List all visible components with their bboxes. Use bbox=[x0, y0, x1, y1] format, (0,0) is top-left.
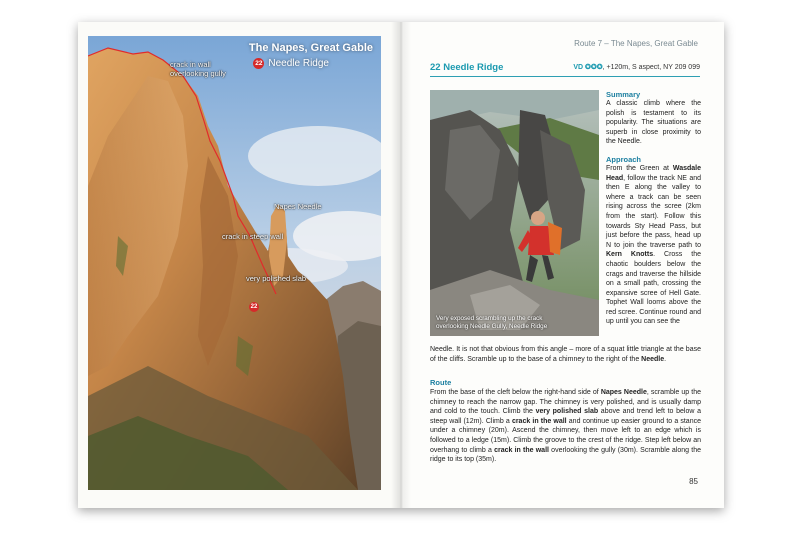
route-b3: crack in the wall bbox=[511, 417, 567, 425]
summary-text: A classic climb where the polish is testament to its popularity. The situations are superb in close proximity to the Needle. bbox=[606, 100, 701, 146]
route-legend bbox=[253, 58, 329, 69]
route-b2: very polished slab bbox=[535, 408, 599, 416]
star-icons: ✪✪✪ bbox=[585, 64, 603, 71]
route-start-badge: 22 bbox=[250, 304, 258, 310]
route-t4: and continue up easier ground to a stance under a chimney (20m). Ascend the chimney, then move left to an edge which is followed to a ledge (15m). Climb the groove to the crest of the ridge. Step left below an overhang to climb a bbox=[430, 417, 701, 454]
route-b4: crack in the wall bbox=[494, 446, 549, 454]
approach-continued bbox=[430, 345, 701, 364]
label-polished-slab: very polished slab bbox=[246, 274, 307, 283]
approach-cont-t2: . bbox=[664, 355, 667, 363]
label-crack-steep-wall: crack in steep wall bbox=[222, 232, 284, 241]
grade: VD bbox=[573, 64, 584, 71]
scramble-illustration bbox=[430, 90, 599, 336]
route-b1: Napes Needle bbox=[600, 389, 647, 396]
crag-illustration bbox=[88, 36, 381, 490]
route-title: 22 Needle Ridge bbox=[430, 62, 504, 73]
approach-b2: Kern Knotts bbox=[606, 251, 654, 259]
approach-t3: . Cross the chaotic boulders below the crags and traverse the hillside on a small path, crossing the expansive scree of Hell Gate. Tophet Wall looms above the red scree. Continue round and up until you can see the bbox=[606, 251, 701, 326]
page-number: 85 bbox=[689, 477, 698, 486]
right-page bbox=[401, 22, 724, 508]
caption-line-1: Very exposed scrambling up the crack bbox=[436, 315, 543, 322]
approach-cont-t1: Needle. It is not that obvious from this angle – more of a squat little triangle at the base of the cliffs. Scramble up to the base of a chimney to the right of the bbox=[430, 346, 701, 363]
route-legend-name: Needle Ridge bbox=[268, 58, 329, 69]
approach-heading: Approach bbox=[606, 154, 642, 164]
approach-cont-b1: Needle bbox=[641, 355, 665, 363]
book-spread bbox=[78, 22, 724, 508]
route-meta bbox=[573, 63, 700, 71]
label-line-1: crack in wall bbox=[170, 60, 211, 69]
side-column bbox=[606, 90, 701, 335]
route-heading: Route bbox=[430, 378, 452, 387]
route-t2: , scramble up the chimney to reach the narrow gap. The chimney is very polished, and is usually damp and cold to the touch. Climb the bbox=[430, 389, 701, 416]
label-line-2: overlooking gully bbox=[170, 69, 226, 78]
left-page bbox=[78, 22, 401, 508]
route-text bbox=[430, 388, 701, 465]
gutter-shadow bbox=[391, 22, 411, 508]
summary-heading: Summary bbox=[606, 90, 641, 99]
approach-t1: From the Green at bbox=[606, 164, 673, 172]
route-t1: From the base of the cleft below the right-hand side of bbox=[430, 389, 601, 396]
photo-caption bbox=[436, 315, 547, 331]
crag-title: The Napes, Great Gable bbox=[248, 42, 373, 54]
approach-b1: Wasdale Head bbox=[606, 164, 701, 182]
caption-line-2: overlooking Needle Gully, Needle Ridge bbox=[436, 323, 548, 330]
scramble-photo bbox=[430, 90, 599, 336]
route-stats: , +120m, S aspect, NY 209 099 bbox=[602, 64, 700, 71]
label-crack-in-wall bbox=[170, 60, 226, 78]
running-head: Route 7 – The Napes, Great Gable bbox=[574, 39, 698, 48]
crag-photo bbox=[88, 36, 381, 490]
label-napes-needle: Napes Needle bbox=[274, 202, 322, 211]
route-header bbox=[430, 62, 700, 77]
route-t3: above and trend left to below a steep wall (12m). Climb a bbox=[430, 408, 701, 425]
route-badge: 22 bbox=[255, 60, 263, 67]
route-t5: overlooking the gully (30m). Scramble along the ridge to its top (35m). bbox=[430, 446, 701, 464]
approach-t2: , follow the track NE and then E along the valley to where a track can be seen rising across the scree (2km from the start). Follow this towards Sty Head Pass, but just before the pass, head up N to join the traverse path to bbox=[606, 174, 701, 249]
approach-text bbox=[606, 164, 701, 327]
